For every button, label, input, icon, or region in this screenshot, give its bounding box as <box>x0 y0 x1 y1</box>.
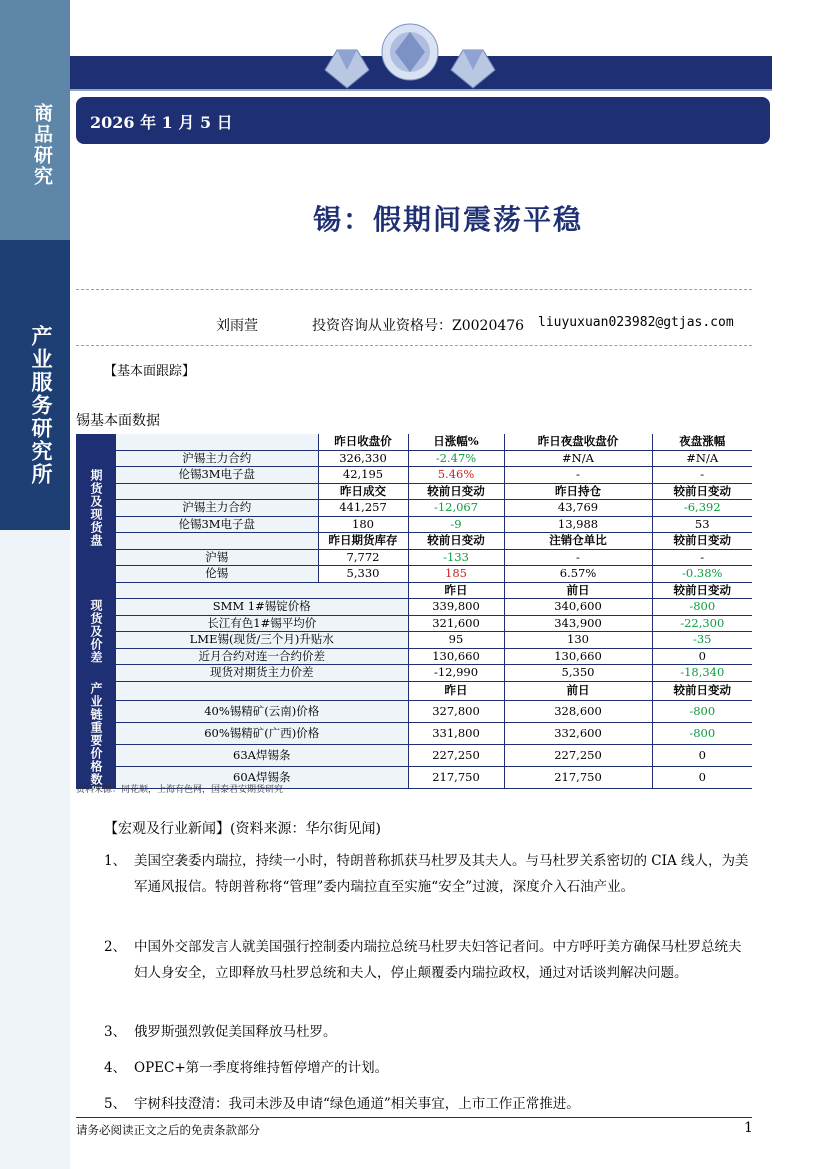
list-item <box>104 1055 754 1081</box>
table-row <box>76 599 752 616</box>
table-cell: -800 <box>652 599 752 616</box>
table-row <box>76 467 752 484</box>
list-item <box>104 1019 754 1045</box>
sidebar-label-institute: 产业服务研究所 <box>29 324 54 486</box>
table-row <box>76 648 752 665</box>
column-header: 较前日变动 <box>408 483 504 500</box>
row-label: 现货对期货主力价差 <box>116 665 408 682</box>
table-header-row <box>76 483 752 500</box>
footer-line <box>76 1117 752 1118</box>
row-label: 伦锡3M电子盘 <box>116 516 318 533</box>
column-header: 较前日变动 <box>408 533 504 550</box>
table-row <box>76 516 752 533</box>
report-date: 2026 年 1 月 5 日 <box>90 113 233 132</box>
table-cell: 217,750 <box>408 766 504 788</box>
table-row <box>76 722 752 744</box>
table-row <box>76 665 752 682</box>
news-number: 4、 <box>104 1060 127 1076</box>
table-cell: 331,800 <box>408 722 504 744</box>
column-header: 昨日成交 <box>318 483 408 500</box>
table-cell: -800 <box>652 700 752 722</box>
table-cell: 0 <box>652 648 752 665</box>
table-cell: 130 <box>504 632 652 649</box>
table-cell: 321,600 <box>408 615 504 632</box>
table-cell: -133 <box>408 549 504 566</box>
table-cell: 53 <box>652 516 752 533</box>
table-cell: 5.46% <box>408 467 504 484</box>
table-cell: 332,600 <box>504 722 652 744</box>
table-header-row <box>76 582 752 599</box>
section-label: 期货及现货盘 <box>76 434 116 582</box>
table-cell: 339,800 <box>408 599 504 616</box>
table-cell: 180 <box>318 516 408 533</box>
section-label: 产业链重要价格数据 <box>76 681 116 788</box>
column-header: 昨日期货库存 <box>318 533 408 550</box>
section-label: 现货及价差 <box>76 582 116 681</box>
table-header-row <box>76 681 752 700</box>
table-header-row <box>76 434 752 450</box>
table-cell: - <box>652 467 752 484</box>
date-banner <box>76 97 770 144</box>
column-header: 前日 <box>504 582 652 599</box>
column-header: 日涨幅% <box>408 434 504 450</box>
report-title: 锡：假期间震荡平稳 <box>312 203 583 236</box>
column-header: 较前日变动 <box>652 582 752 599</box>
news-text: 美国空袭委内瑞拉，持续一小时，特朗普称抓获马杜罗及其夫人。与马杜罗关系密切的 CIA 线人，为美军通风报信。特朗普称将“管理”委内瑞拉直至实施“安全”过渡，深度介入石油产业。 <box>134 853 749 895</box>
table-cell: - <box>504 549 652 566</box>
column-header: 夜盘涨幅 <box>652 434 752 450</box>
table-cell: 227,250 <box>504 744 652 766</box>
table-cell: 340,600 <box>504 599 652 616</box>
table-cell: 185 <box>408 566 504 583</box>
table-cell: 0 <box>652 766 752 788</box>
list-item <box>104 1091 754 1117</box>
author-name: 刘雨萱 <box>216 318 258 334</box>
table-cell: -12,067 <box>408 500 504 517</box>
separator-line <box>76 345 752 346</box>
table-cell: 42,195 <box>318 467 408 484</box>
column-header: 较前日变动 <box>652 483 752 500</box>
table-cell: 227,250 <box>408 744 504 766</box>
table-cell: #N/A <box>504 450 652 467</box>
sidebar <box>0 0 70 1169</box>
table-row <box>76 615 752 632</box>
table-cell: 13,988 <box>504 516 652 533</box>
column-header: 较前日变动 <box>652 533 752 550</box>
news-number: 5、 <box>104 1096 127 1112</box>
table-cell: -18,340 <box>652 665 752 682</box>
column-header: 前日 <box>504 681 652 700</box>
row-label: SMM 1#锡锭价格 <box>116 599 408 616</box>
table-cell: 6.57% <box>504 566 652 583</box>
row-label: LME锡(现货/三个月)升贴水 <box>116 632 408 649</box>
table-cell: #N/A <box>652 450 752 467</box>
column-header: 昨日 <box>408 582 504 599</box>
table-row <box>76 632 752 649</box>
column-header: 注销仓单比 <box>504 533 652 550</box>
table-cell: -12,990 <box>408 665 504 682</box>
news-text: OPEC+第一季度将维持暂停增产的计划。 <box>134 1060 389 1076</box>
row-label: 沪锡 <box>116 549 318 566</box>
diamond-logo-icon <box>315 22 505 90</box>
table-cell: 328,600 <box>504 700 652 722</box>
table-cell: -0.38% <box>652 566 752 583</box>
news-section-header: 【宏观及行业新闻】(资料来源：华尔街见闻) <box>104 821 381 837</box>
author-license: 投资咨询从业资格号：Z0020476 <box>312 318 525 334</box>
news-number: 2、 <box>104 939 127 955</box>
sidebar-label-research: 商品研究 <box>31 103 53 187</box>
row-label: 伦锡3M电子盘 <box>116 467 318 484</box>
table-source-note: 资料来源：同花顺，上海有色网，国泰君安期货研究 <box>76 785 284 795</box>
table-cell: -35 <box>652 632 752 649</box>
table-cell: 326,330 <box>318 450 408 467</box>
table-row <box>76 549 752 566</box>
table-row <box>76 566 752 583</box>
row-label: 沪锡主力合约 <box>116 500 318 517</box>
table-header-row <box>76 533 752 550</box>
table-title: 锡基本面数据 <box>76 413 160 429</box>
table-cell: 343,900 <box>504 615 652 632</box>
table-cell: - <box>504 467 652 484</box>
table-cell: -2.47% <box>408 450 504 467</box>
news-text: 宇树科技澄清：我司未涉及申请“绿色通道”相关事宜，上市工作正常推进。 <box>134 1096 580 1112</box>
column-header: 昨日持仓 <box>504 483 652 500</box>
page-number: 1 <box>744 1120 753 1136</box>
row-label: 近月合约对连一合约价差 <box>116 648 408 665</box>
table-cell: - <box>652 549 752 566</box>
footer-disclaimer: 请务必阅读正文之后的免责条款部分 <box>76 1123 260 1137</box>
news-text: 俄罗斯强烈敦促美国释放马杜罗。 <box>134 1024 337 1040</box>
table-cell: 130,660 <box>408 648 504 665</box>
news-number: 3、 <box>104 1024 127 1040</box>
table-cell: 5,330 <box>318 566 408 583</box>
row-label: 长江有色1#锡平均价 <box>116 615 408 632</box>
table-cell: -9 <box>408 516 504 533</box>
column-header: 昨日夜盘收盘价 <box>504 434 652 450</box>
row-label: 63A焊锡条 <box>116 744 408 766</box>
list-item <box>104 848 754 900</box>
row-label: 60A焊锡条 <box>116 766 408 788</box>
table-cell: 0 <box>652 744 752 766</box>
row-label: 沪锡主力合约 <box>116 450 318 467</box>
column-header: 较前日变动 <box>652 681 752 700</box>
separator-line <box>76 289 752 290</box>
column-header: 昨日收盘价 <box>318 434 408 450</box>
author-email[interactable]: liuyuxuan023982@gtjas.com <box>538 315 734 330</box>
table-cell: 7,772 <box>318 549 408 566</box>
table-cell: -22,300 <box>652 615 752 632</box>
sidebar-bottom-block <box>0 530 70 1169</box>
row-label: 60%锡精矿(广西)价格 <box>116 722 408 744</box>
news-text: 中国外交部发言人就美国强行控制委内瑞拉总统马杜罗夫妇答记者问。中方呼吁美方确保马杜罗总统夫妇人身安全，立即释放马杜罗总统和夫人，停止颠覆委内瑞拉政权，通过对话谈判解决问题。 <box>134 939 742 981</box>
table-cell: -6,392 <box>652 500 752 517</box>
table-cell: -800 <box>652 722 752 744</box>
list-item <box>104 934 754 986</box>
table-cell: 441,257 <box>318 500 408 517</box>
row-label: 40%锡精矿(云南)价格 <box>116 700 408 722</box>
table-cell: 130,660 <box>504 648 652 665</box>
table-cell: 327,800 <box>408 700 504 722</box>
table-row <box>76 450 752 467</box>
table-cell: 5,350 <box>504 665 652 682</box>
table-row <box>76 700 752 722</box>
news-number: 1、 <box>104 853 127 869</box>
table-cell: 217,750 <box>504 766 652 788</box>
table-cell: 95 <box>408 632 504 649</box>
section-label-fundamentals: 【基本面跟踪】 <box>104 364 196 379</box>
row-label: 伦锡 <box>116 566 318 583</box>
table-row <box>76 500 752 517</box>
table-row <box>76 744 752 766</box>
table-cell: 43,769 <box>504 500 652 517</box>
column-header: 昨日 <box>408 681 504 700</box>
